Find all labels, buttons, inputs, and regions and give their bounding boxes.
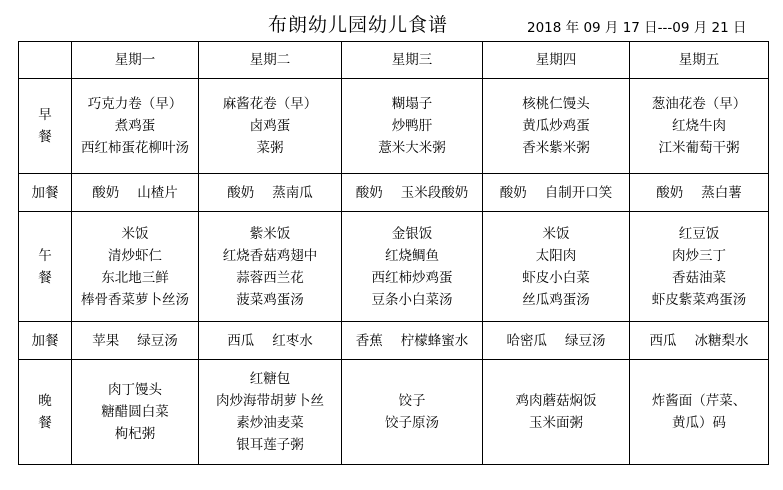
menu-cell: 核桃仁馒头 黄瓜炒鸡蛋 香米紫米粥 xyxy=(483,79,630,174)
header-row xyxy=(19,42,769,79)
snack-row-morning xyxy=(19,174,769,212)
menu-cell: 哈密瓜 绿豆汤 xyxy=(483,322,630,360)
menu-cell: 西瓜 冰糖梨水 xyxy=(630,322,769,360)
menu-cell: 红豆饭 肉炒三丁 香菇油菜 虾皮紫菜鸡蛋汤 xyxy=(630,212,769,322)
menu-cell: 麻酱花卷（早） 卤鸡蛋 菜粥 xyxy=(199,79,342,174)
menu-cell: 巧克力卷（早） 煮鸡蛋 西红柿蛋花柳叶汤 xyxy=(72,79,199,174)
meal-label-breakfast: 早 餐 xyxy=(19,79,72,174)
menu-cell: 酸奶 玉米段酸奶 xyxy=(342,174,483,212)
menu-table xyxy=(18,41,769,465)
menu-cell: 香蕉 柠檬蜂蜜水 xyxy=(342,322,483,360)
date-range: 2018 年 09 月 17 日---09 月 21 日 xyxy=(527,20,747,36)
lunch-row xyxy=(19,212,769,322)
menu-cell: 葱油花卷（早） 红烧牛肉 江米葡萄干粥 xyxy=(630,79,769,174)
snack-row-afternoon xyxy=(19,322,769,360)
meal-label-dinner: 晚 餐 xyxy=(19,360,72,465)
menu-cell: 鸡肉蘑菇焖饭 玉米面粥 xyxy=(483,360,630,465)
menu-cell: 酸奶 蒸白薯 xyxy=(630,174,769,212)
menu-cell: 红糖包 肉炒海带胡萝卜丝 素炒油麦菜 银耳莲子粥 xyxy=(199,360,342,465)
dinner-row xyxy=(19,360,769,465)
day-header: 星期五 xyxy=(630,42,769,79)
corner-cell xyxy=(19,42,72,79)
menu-cell: 米饭 清炒虾仁 东北地三鲜 棒骨香菜萝卜丝汤 xyxy=(72,212,199,322)
meal-label-lunch: 午 餐 xyxy=(19,212,72,322)
menu-cell: 糊塌子 炒鸭肝 薏米大米粥 xyxy=(342,79,483,174)
meal-label-snack: 加餐 xyxy=(19,322,72,360)
page-title: 布朗幼儿园幼儿食谱 xyxy=(268,14,449,36)
menu-cell: 紫米饭 红烧香菇鸡翅中 蒜蓉西兰花 菠菜鸡蛋汤 xyxy=(199,212,342,322)
menu-cell: 炸酱面（芹菜、 黄瓜）码 xyxy=(630,360,769,465)
meal-label-snack: 加餐 xyxy=(19,174,72,212)
menu-cell: 米饭 太阳肉 虾皮小白菜 丝瓜鸡蛋汤 xyxy=(483,212,630,322)
menu-cell: 肉丁馒头 糖醋圆白菜 枸杞粥 xyxy=(72,360,199,465)
breakfast-row xyxy=(19,79,769,174)
menu-cell: 酸奶 山楂片 xyxy=(72,174,199,212)
menu-cell: 酸奶 自制开口笑 xyxy=(483,174,630,212)
day-header: 星期四 xyxy=(483,42,630,79)
day-header: 星期三 xyxy=(342,42,483,79)
menu-cell: 苹果 绿豆汤 xyxy=(72,322,199,360)
menu-cell: 酸奶 蒸南瓜 xyxy=(199,174,342,212)
day-header: 星期二 xyxy=(199,42,342,79)
menu-cell: 西瓜 红枣水 xyxy=(199,322,342,360)
menu-cell: 饺子 饺子原汤 xyxy=(342,360,483,465)
menu-cell: 金银饭 红烧鲷鱼 西红柿炒鸡蛋 豆条小白菜汤 xyxy=(342,212,483,322)
day-header: 星期一 xyxy=(72,42,199,79)
